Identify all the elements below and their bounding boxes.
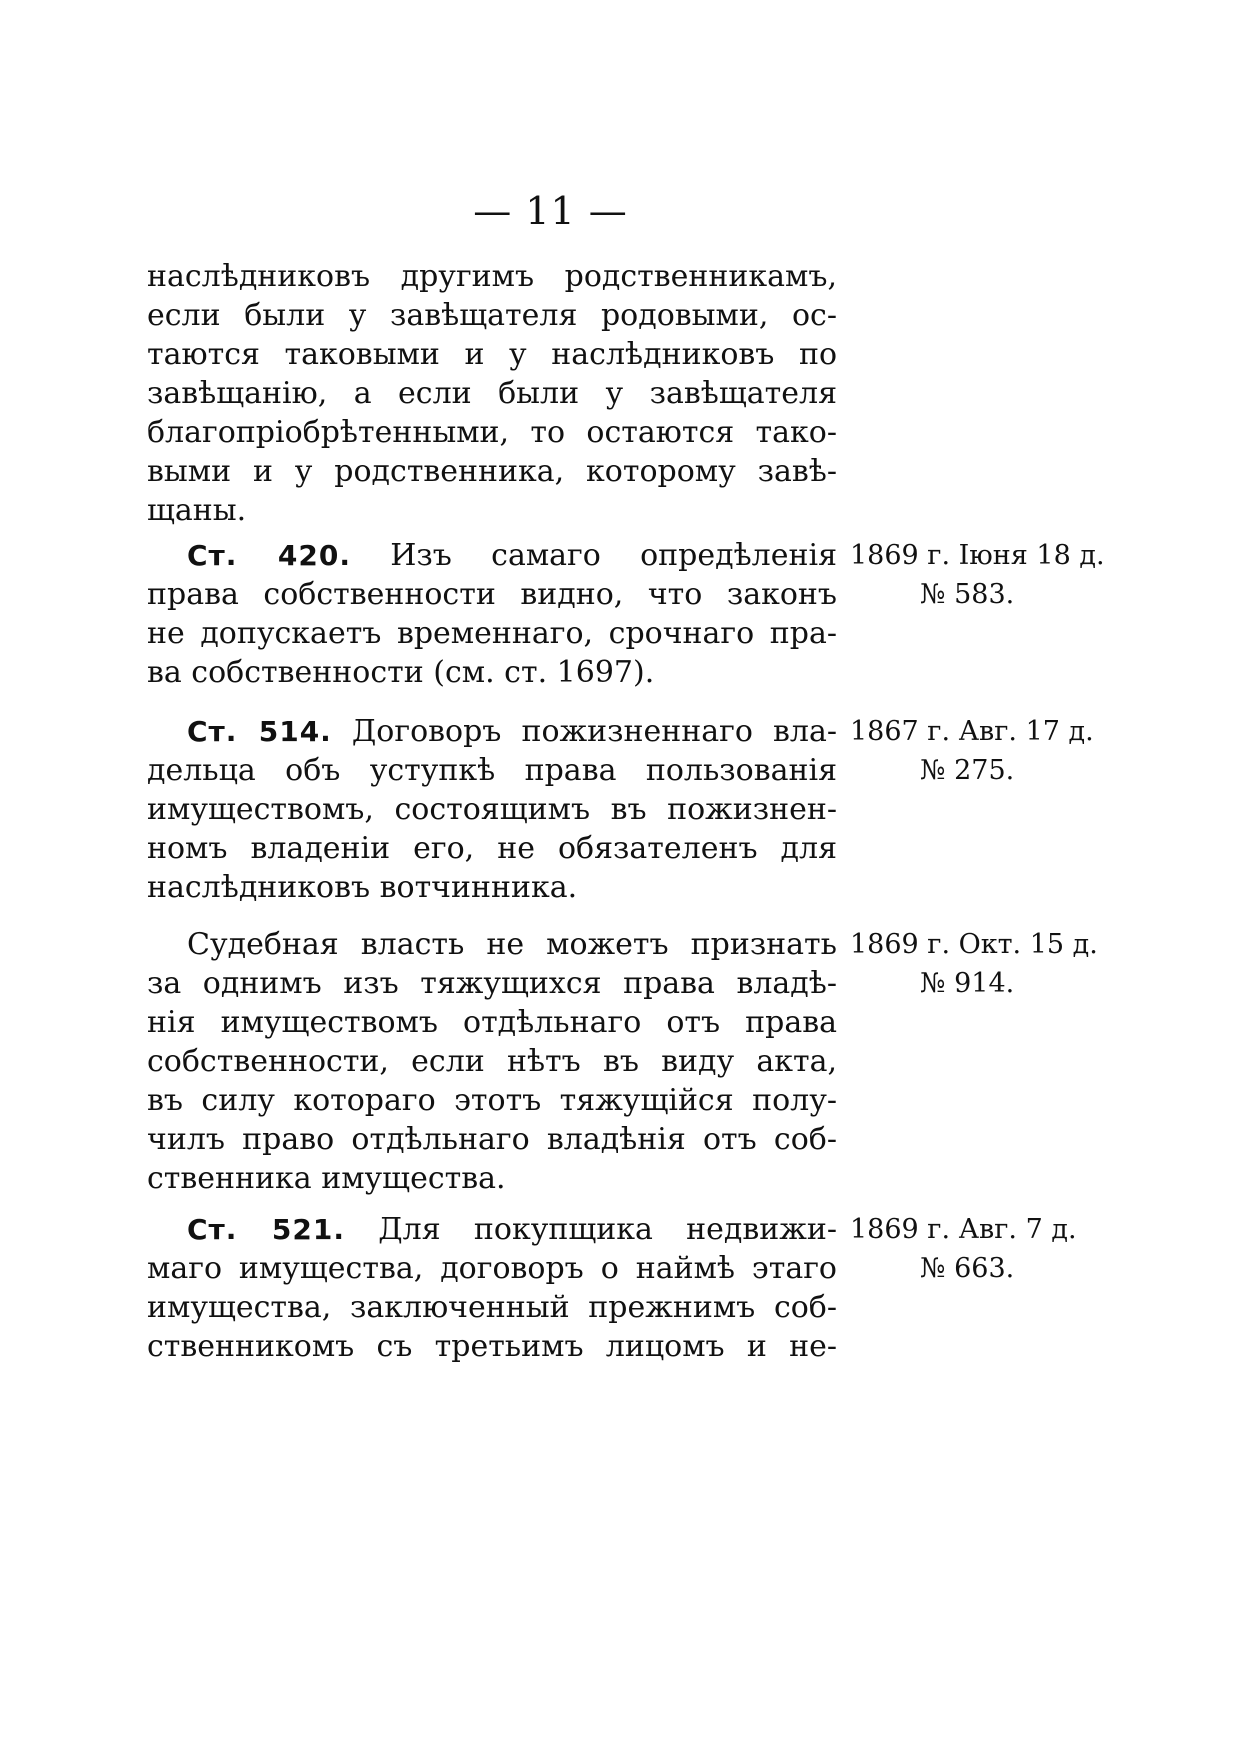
text-line: выми и у родственника, которому завѣ- [147,454,837,489]
text-line: собственности, если нѣтъ въ виду акта, [147,1044,837,1079]
article-521 [147,1210,837,1366]
paragraph-judicial-power [147,925,837,1198]
text-line: за однимъ изъ тяжущихся права владѣ- [147,966,837,1001]
note-number: № 275. [920,755,1015,786]
continuation-paragraph [147,257,837,530]
text-line: ственника имущества. [147,1161,506,1196]
text-line: не допускаетъ временнаго, срочнаго пра- [147,616,837,651]
article-label: Ст. 514. [187,715,332,748]
article-420 [147,536,837,692]
text-line: нія имуществомъ отдѣльнаго отъ права [147,1005,837,1040]
note-date: 1867 г. Авг. 17 д. [850,716,1094,747]
text-line: имущества, заключенный прежнимъ соб- [147,1290,837,1325]
text-line: наслѣдниковъ другимъ родственникамъ, [147,259,837,294]
text-line: дельца объ уступкѣ права пользованія [147,753,837,788]
note-number: № 663. [920,1253,1015,1284]
text-line: если были у завѣщателя родовыми, ос- [147,298,837,333]
article-text: Договоръ пожизненнаго вла- [351,714,837,749]
text-line: таются таковыми и у наслѣдниковъ по [147,337,837,372]
paragraph-margin-note [850,925,1110,1003]
article-label: Ст. 420. [187,539,351,572]
article-514-margin-note [850,712,1110,790]
page-number: — 11 — [473,189,628,233]
article-420-margin-note [850,536,1110,614]
note-number: № 914. [920,968,1015,999]
text-line: благопріобрѣтенными, то остаются тако- [147,415,837,450]
article-first-line [147,1210,837,1249]
article-521-margin-note [850,1210,1110,1288]
text-line: въ силу котораго этотъ тяжущійся полу- [147,1083,837,1118]
text-line: маго имущества, договоръ о наймѣ этаго [147,1251,837,1286]
article-text: Изъ самаго опредѣленія [390,538,838,573]
article-first-line [147,712,837,751]
note-date: 1869 г. Окт. 15 д. [850,929,1098,960]
text-line: ва собственности (см. ст. 1697). [147,655,655,690]
text-line: права собственности видно, что законъ [147,577,837,612]
note-date: 1869 г. Іюня 18 д. [850,540,1105,571]
text-line: щаны. [147,493,247,528]
text-line: завѣщанію, а если были у завѣщателя [147,376,837,411]
text-line: чилъ право отдѣльнаго владѣнія отъ соб- [147,1122,837,1157]
note-date: 1869 г. Авг. 7 д. [850,1214,1077,1245]
article-first-line [147,536,837,575]
note-number: № 583. [920,579,1015,610]
text-line: ственникомъ съ третьимъ лицомъ и не- [147,1329,837,1364]
article-first-line: Судебная власть не можетъ признать [187,927,837,962]
article-text: Для покупщика недвижи- [378,1212,837,1247]
text-line: наслѣдниковъ вотчинника. [147,870,578,905]
text-line: имуществомъ, состоящимъ въ пожизнен- [147,792,837,827]
article-514 [147,712,837,907]
article-label: Ст. 521. [187,1213,345,1246]
text-line: номъ владеніи его, не обязателенъ для [147,831,837,866]
